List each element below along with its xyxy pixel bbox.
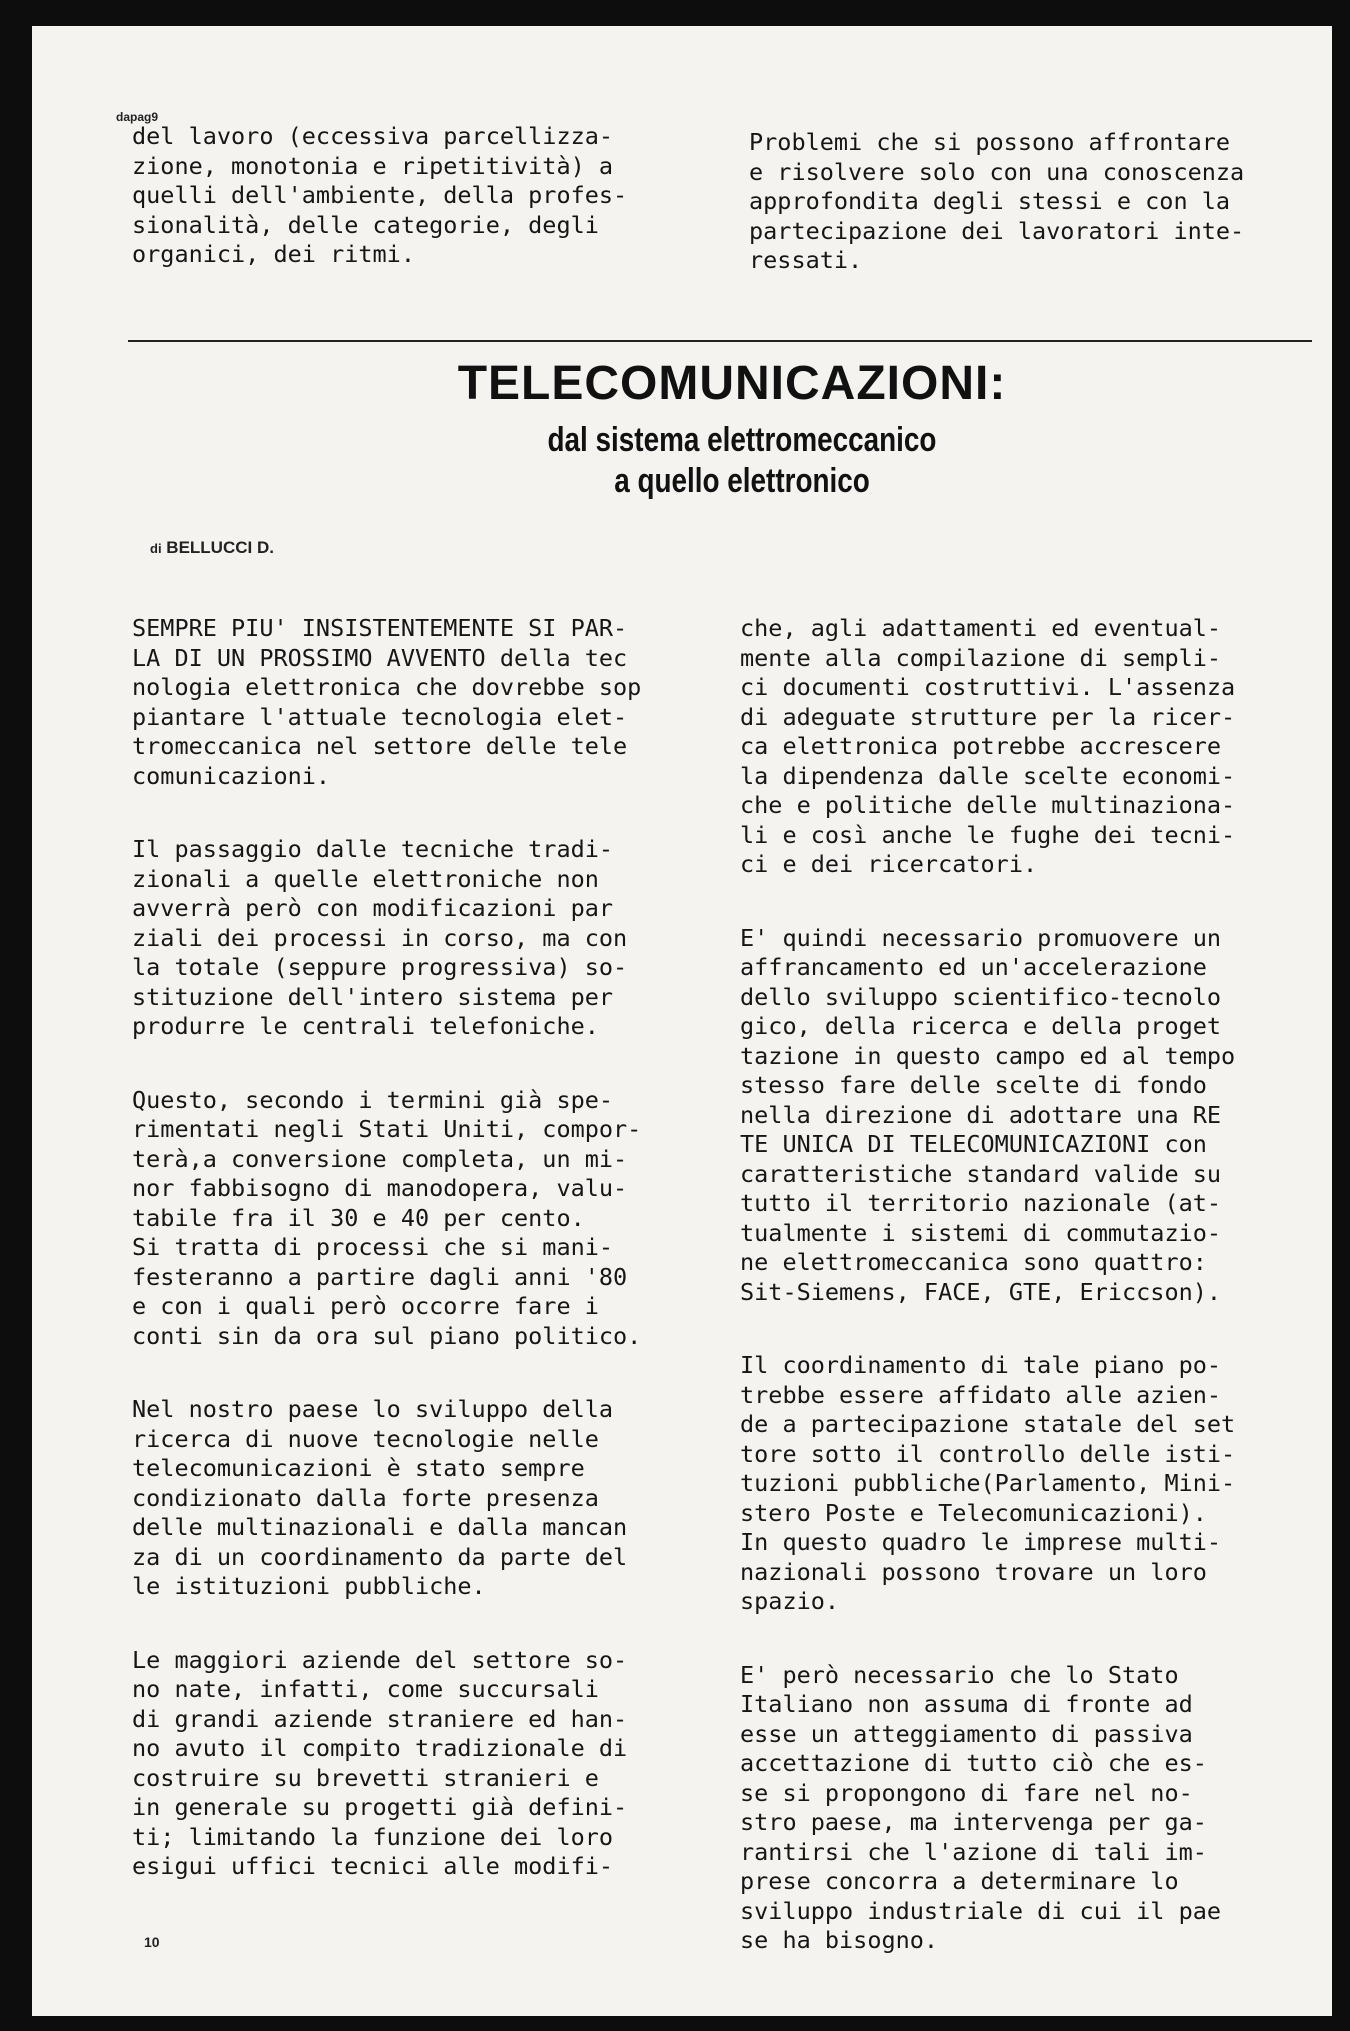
page-number: 10	[144, 1934, 160, 1950]
paragraph: che, agli adattamenti ed eventual- mente alla compilazione di sempli- ci documenti costruttivi. L'assenza di adeguate strutture per la ricer- ca elettronica potrebbe accrescere la dipendenza dalle scelte economi- che e politiche delle multinaziona- li e così anche le fughe dei tecni- ci e dei ricercatori.	[740, 614, 1236, 878]
paragraph: Le maggiori aziende del settore so- no nate, infatti, come succursali di grandi aziende straniere ed han- no avuto il compito tradizionale di costruire su brevetti stranieri e in generale su progetti già defini- ti; limitando la funzione dei loro esigui uffici tecnici alle modifi-	[132, 1645, 628, 1880]
article-subtitle-line-2: a quello elettronico	[614, 462, 870, 500]
byline	[150, 538, 274, 558]
paragraph: del lavoro (eccessiva parcellizza- zione, monotonia e ripetitività) a quelli dell'ambiente, della profes- sionalità, delle categorie, degli organici, dei ritmi.	[132, 122, 628, 268]
paragraph: Il coordinamento di tale piano po- trebbe essere affidato alle azien- de a partecipazione statale del set tore sotto il controllo delle isti- tuzioni pubbliche(Parlamento, Mini- stero Poste e Telecomunicazioni). In questo quadro le imprese multi- nazionali possono trovare un loro spazio.	[740, 1351, 1236, 1615]
article-subtitle-line-1: dal sistema elettromeccanico	[547, 421, 937, 459]
document-page	[32, 26, 1332, 2016]
paragraph: Problemi che si possono affrontare e risolvere solo con una conoscenza approfondita degli stessi e con la partecipazione dei lavoratori inte- ressati.	[749, 128, 1245, 274]
paragraph: Questo, secondo i termini già spe- rimentati negli Stati Uniti, compor- terà,a conversione completa, un mi- nor fabbisogno di manodopera, valu- tabile fra il 30 e 40 per cento. Si tratta di processi che si mani- festeranno a partire dagli anni '80 e con i quali però occorre fare i conti sin da ora sul piano politico.	[132, 1085, 642, 1350]
top-right-fragment	[749, 128, 1309, 320]
paragraph: E' però necessario che lo Stato Italiano non assuma di fronte ad esse un atteggiamento di passiva accettazione di tutto ciò che es- se si propongono di fare nel no- stro paese, ma intervenga per ga- rantirsi che l'azione di tali im- prese concorra a determinare lo sviluppo industriale di cui il pae se ha bisogno.	[740, 1660, 1222, 1954]
byline-author: BELLUCCI D.	[166, 538, 274, 557]
byline-prefix: di	[150, 541, 162, 556]
page-reference-label: dapag9	[116, 110, 159, 124]
top-left-fragment	[132, 122, 692, 314]
paragraph: E' quindi necessario promuovere un affrancamento ed un'accelerazione dello sviluppo scientifico-tecnolo gico, della ricerca e della proget tazione in questo campo ed al tempo stesso fare delle scelte di fondo nella direzione di adottare una RE TE UNICA DI TELECOMUNICAZIONI con caratteristiche standard valide su tutto il territorio nazionale (at- tualmente i sistemi di commutazio- ne elettromeccanica sono quattro: Sit-Siemens, FACE, GTE, Ericcson).	[740, 923, 1236, 1306]
paragraph: SEMPRE PIU' INSISTENTEMENTE SI PAR- LA DI UN PROSSIMO AVVENTO della tec nologia elettronica che dovrebbe sop piantare l'attuale tecnologia elet- tromeccanica nel settore delle tele comunicazioni.	[132, 614, 642, 790]
section-divider	[128, 340, 1312, 342]
right-column	[740, 614, 1320, 2000]
article-title: TELECOMUNICAZIONI:	[457, 357, 1007, 410]
paragraph: Il passaggio dalle tecniche tradi- zionali a quelle elettroniche non avverrà però con modificazioni par ziali dei processi in corso, ma con la totale (seppure progressiva) so- stituzione dell'intero sistema per produrre le centrali telefoniche.	[132, 835, 628, 1040]
left-column	[132, 614, 692, 1926]
paragraph: Nel nostro paese lo sviluppo della ricerca di nuove tecnologie nelle telecomunicazioni è stato sempre condizionato dalla forte presenza delle multinazionali e dalla mancan za di un coordinamento da parte del le istituzioni pubbliche.	[132, 1395, 628, 1600]
